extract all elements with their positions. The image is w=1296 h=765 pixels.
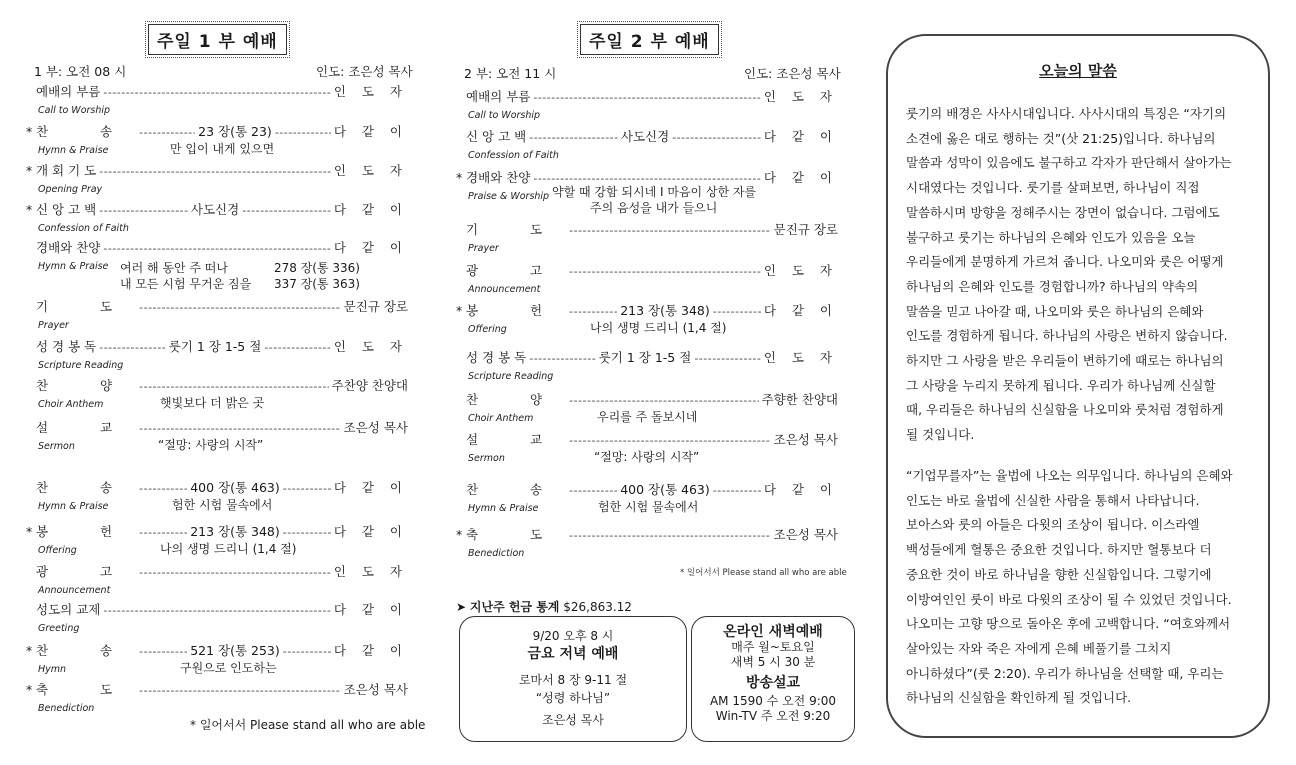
order-item: [26, 378, 408, 395]
service1-praise-num2: 337 장(통 363): [274, 277, 360, 291]
todays-word-paragraph-2: [906, 464, 1258, 711]
stand-marker: *: [456, 303, 463, 318]
todays-word-title: 오늘의 말씀: [1039, 62, 1117, 80]
dawn-days: 매주 월~토요일: [731, 640, 815, 654]
order-item: [26, 339, 408, 356]
paragraph-line: “기업무를자”는 율법에 나오는 의무입니다. 하나님의 은혜와: [906, 468, 1233, 483]
order-item-label: 광 고: [36, 564, 137, 579]
order-item-english: Hymn: [38, 664, 67, 675]
friday-pastor: 조은성 목사: [542, 713, 604, 727]
order-item: [456, 222, 838, 239]
friday-scripture: 로마서 8 장 9-11 절: [518, 673, 628, 687]
order-item-detail: 룻기 1 장 1-5 절: [598, 350, 692, 365]
order-item-english: Prayer: [468, 243, 499, 254]
service1-stand-note: * 일어서서 Please stand all who are able: [190, 718, 426, 732]
leader-dots: [275, 125, 331, 141]
order-item: [26, 240, 408, 257]
order-item-song: 나의 생명 드리니 (1,4 절): [160, 542, 297, 556]
leader-dots: [139, 683, 341, 699]
order-item-song: 험한 시험 물속에서: [172, 498, 273, 512]
service2-leader: 인도: 조은성 목사: [744, 66, 841, 81]
order-item-leader: 인 도 자: [333, 163, 408, 178]
leader-dots: [283, 525, 331, 541]
leader-dots: [103, 603, 330, 619]
order-item-leader: 인 도 자: [763, 263, 838, 278]
order-item: [26, 84, 408, 101]
order-item-leader: 조은성 목사: [343, 420, 408, 435]
paragraph-line: 인도는 바로 율법에 신실한 사람을 통해서 나타납니다.: [906, 492, 1200, 508]
order-item-english: Announcement: [468, 284, 541, 295]
paragraph-line: 이방여인인 룻이 바로 다윗의 조상이 될 수 있었던 것입니다.: [906, 591, 1232, 607]
stand-marker: *: [26, 124, 33, 139]
leader-dots: [713, 304, 761, 320]
arrow-right-icon: ➤: [456, 600, 467, 614]
service1-praise-song2: 내 모든 시험 무거운 짐을: [120, 277, 252, 291]
order-item-label: 축 도: [466, 527, 567, 542]
leader-dots: [99, 340, 166, 356]
leader-dots: [713, 483, 761, 499]
order-item-leader: 다 같 이: [763, 170, 838, 185]
order-item-label: 성도의 교제: [36, 602, 101, 617]
order-item-song: “절망: 사랑의 시작”: [594, 450, 700, 464]
leader-dots: [283, 644, 331, 660]
order-item-english: Hymn & Praise: [468, 503, 539, 514]
order-item: [456, 89, 838, 106]
leader-dots: [529, 351, 596, 367]
order-item-leader: 다 같 이: [333, 240, 408, 255]
order-item-label: 경배와 찬양: [36, 240, 101, 255]
order-item-label: 봉 헌: [466, 303, 567, 318]
order-item-english: Praise & Worship: [468, 191, 550, 202]
order-item-english: Choir Anthem: [38, 399, 104, 410]
order-item-song: 나의 생명 드리니 (1,4 절): [590, 321, 727, 335]
order-item-detail: 521 장(통 253): [190, 643, 280, 658]
order-item: [26, 420, 408, 437]
order-item-english: Announcement: [38, 585, 111, 596]
leader-dots: [569, 223, 771, 239]
order-item-english: Benediction: [38, 703, 95, 714]
order-item-leader: 다 같 이: [333, 643, 409, 658]
stand-marker: *: [26, 682, 33, 697]
order-item-song: “절망: 사랑의 시작”: [158, 438, 264, 452]
service1-praise-num1: 278 장(통 336): [274, 261, 360, 275]
order-item: [26, 124, 408, 141]
stand-marker: *: [456, 527, 463, 542]
order-item-english: Call to Worship: [38, 105, 111, 116]
order-item-english: Hymn & Praise: [38, 145, 109, 156]
order-item-leader: 조은성 목사: [773, 527, 838, 542]
paragraph-line: 될 것입니다.: [906, 427, 975, 443]
paragraph-line: 살아있는 자와 죽은 자에게 은혜 베풀기를 그치지: [906, 640, 1172, 656]
leader-dots: [694, 351, 761, 367]
order-item: [456, 303, 838, 320]
order-item-leader: 주향한 찬양대: [761, 392, 838, 407]
order-item-leader: 주찬양 찬양대: [331, 378, 408, 393]
paragraph-line: 백성들에게 혈통은 중요한 것입니다. 하지만 혈통보다 더: [906, 542, 1212, 558]
paragraph-line: 우리들에게 분명하게 가르쳐 줍니다. 나오미와 룻은 어떻게: [906, 254, 1224, 270]
order-item-leader: 인 도 자: [333, 564, 408, 579]
paragraph-line: 말씀하시며 방향을 정해주시는 장면이 없습니다. 그럼에도: [906, 204, 1220, 220]
leader-dots: [103, 85, 330, 101]
order-item-label: 축 도: [36, 682, 137, 697]
order-item-label: 기 도: [36, 299, 137, 314]
leader-dots: [533, 90, 760, 106]
order-item-leader: 인 도 자: [333, 84, 408, 99]
order-item: [26, 602, 408, 619]
order-item-english: Hymn & Praise: [38, 261, 109, 272]
order-item: [26, 480, 408, 497]
friday-topic: “성령 하나님”: [535, 691, 611, 705]
order-item-leader: 다 같 이: [333, 124, 409, 139]
order-item-song: 만 입이 내게 있으면: [170, 142, 275, 156]
stand-marker: *: [456, 170, 463, 185]
order-item-detail: 23 장(통 23): [198, 124, 272, 139]
service1-title: 주일 1 부 예배: [148, 24, 287, 55]
order-item-leader: 다 같 이: [333, 202, 409, 217]
order-item-label: 찬 송: [36, 124, 137, 139]
paragraph-line: 말씀을 믿고 나아갈 때, 나오미와 룻은 하나님의 은혜와: [906, 303, 1204, 319]
order-item-detail: 사도신경: [190, 202, 240, 217]
order-item-label: 찬 송: [466, 482, 567, 497]
order-item-label: 개 회 기 도: [36, 163, 97, 178]
leader-dots: [139, 565, 331, 581]
leader-dots: [242, 203, 331, 219]
order-item-song: 험한 시험 물속에서: [598, 500, 699, 514]
order-item: [26, 202, 408, 219]
stand-marker: *: [26, 643, 33, 658]
order-item: [26, 299, 408, 316]
order-item-detail: 213 장(통 348): [620, 303, 710, 318]
paragraph-line: 룻기의 배경은 사사시대입니다. 사사시대의 특징은 “자기의: [906, 106, 1227, 121]
order-item-leader: 다 같 이: [333, 524, 409, 539]
order-item-leader: 문진규 장로: [773, 222, 838, 237]
leader-dots: [139, 300, 341, 316]
order-item-leader: 다 같 이: [763, 129, 839, 144]
order-item: [456, 392, 838, 409]
order-item-leader: 인 도 자: [763, 350, 838, 365]
order-item-english: Sermon: [468, 453, 505, 464]
leader-dots: [569, 393, 758, 409]
dawn-broadcast-label: 방송설교: [745, 675, 801, 691]
dawn-time: 새벽 5 시 30 분: [730, 655, 816, 669]
paragraph-line: 그 사랑을 누리지 못하게 됩니다. 우리가 하나님께 신실할: [906, 377, 1216, 393]
leader-dots: [99, 164, 331, 180]
service2-stand-note: * 일어서서 Please stand all who are able: [680, 568, 847, 578]
order-item-leader: 다 같 이: [763, 482, 839, 497]
order-item-detail: 400 장(통 463): [620, 482, 710, 497]
leader-dots: [283, 481, 331, 497]
leader-dots: [139, 379, 328, 395]
leader-dots: [99, 203, 188, 219]
order-item-english: Hymn & Praise: [38, 501, 109, 512]
paragraph-line: 하지만 그 사랑을 받은 우리들이 변하기에 때로는 하나님의: [906, 353, 1224, 369]
friday-title: 금요 저녁 예배: [527, 646, 619, 662]
order-item: [456, 350, 838, 367]
service2-praise-song2: 주의 음성을 내가 들으니: [590, 201, 718, 215]
order-item-label: 찬 양: [36, 378, 137, 393]
paragraph-line: 시대였다는 것입니다. 룻기를 살펴보면, 하나님이 직접: [906, 180, 1200, 196]
order-item-leader: 인 도 자: [763, 89, 838, 104]
leader-dots: [103, 241, 330, 257]
paragraph-line: 소견에 옳은 대로 행하는 것”(삿 21:25)입니다. 하나님의: [906, 130, 1216, 146]
todays-word-panel: [886, 34, 1270, 738]
paragraph-line: 때, 우리들은 하나님의 신실함을 나오미와 룻처럼 경험하게: [906, 402, 1224, 418]
order-item-label: 성 경 봉 독: [36, 339, 97, 354]
order-item-label: 예배의 부름: [36, 84, 101, 99]
leader-dots: [569, 264, 761, 280]
order-item-label: 신 앙 고 백: [36, 202, 97, 217]
paragraph-line: 말씀과 성막이 있음에도 불구하고 각자가 판단해서 살아가는: [906, 155, 1232, 171]
order-item: [456, 129, 838, 146]
order-item-label: 봉 헌: [36, 524, 137, 539]
order-item-english: Confession of Faith: [38, 223, 129, 234]
order-item-detail: 사도신경: [620, 129, 670, 144]
offering-stats: [456, 599, 632, 615]
paragraph-line: 하나님의 은혜와 인도를 경험합니까? 하나님의 약속의: [906, 278, 1199, 294]
order-item-label: 경배와 찬양: [466, 170, 531, 185]
leader-dots: [569, 433, 771, 449]
order-item-song: 구원으로 인도하는: [180, 661, 277, 675]
leader-dots: [672, 130, 761, 146]
leader-dots: [569, 528, 771, 544]
order-item-label: 찬 송: [36, 643, 137, 658]
order-item-english: Choir Anthem: [468, 413, 534, 424]
order-item-label: 예배의 부름: [466, 89, 531, 104]
order-item-detail: 400 장(통 463): [190, 480, 280, 495]
service2-time: 2 부: 오전 11 시: [464, 66, 557, 81]
order-item-label: 설 교: [466, 432, 567, 447]
stand-marker: *: [26, 524, 33, 539]
paragraph-line: 아니하셨다”(룻 2:20). 우리가 하나님을 선택할 때, 우리는: [906, 665, 1224, 681]
leader-dots: [139, 421, 341, 437]
leader-dots: [139, 525, 187, 541]
friday-time: 9/20 오후 8 시: [532, 629, 614, 643]
order-item: [456, 263, 838, 280]
order-item-english: Offering: [468, 324, 507, 335]
order-item-label: 성 경 봉 독: [466, 350, 527, 365]
order-item: [456, 527, 838, 544]
order-item-leader: 인 도 자: [333, 339, 408, 354]
order-item-label: 찬 양: [466, 392, 567, 407]
paragraph-line: 중요한 것이 바로 하나님을 향한 신실함입니다. 그렇기에: [906, 566, 1212, 582]
offering-label: 지난주 헌금 통계: [469, 600, 560, 614]
order-item-english: Call to Worship: [468, 110, 541, 121]
order-item-english: Benediction: [468, 548, 525, 559]
order-item: [26, 682, 408, 699]
order-item-leader: 다 같 이: [333, 602, 408, 617]
order-item-english: Scripture Reading: [38, 360, 124, 371]
order-item: [26, 524, 408, 541]
service1-praise-song1: 여러 해 동안 주 떠나: [120, 261, 228, 275]
stand-marker: *: [26, 163, 33, 178]
leader-dots: [139, 481, 187, 497]
service2-praise-song1: 약할 때 강함 되시네 I 마음이 상한 자를: [552, 185, 757, 199]
order-item-label: 기 도: [466, 222, 567, 237]
order-item-label: 설 교: [36, 420, 137, 435]
dawn-service-card: [691, 616, 855, 742]
order-item-english: Sermon: [38, 441, 75, 452]
paragraph-line: 보아스와 룻의 아들은 다윗의 조상이 됩니다. 이스라엘: [906, 517, 1200, 533]
order-item-song: 햇빛보다 더 밝은 곳: [160, 396, 265, 410]
leader-dots: [139, 125, 195, 141]
order-item-english: Offering: [38, 545, 77, 556]
order-item-english: Greeting: [38, 623, 80, 634]
order-item-english: Scripture Reading: [468, 371, 554, 382]
order-item-english: Prayer: [38, 320, 69, 331]
order-item: [26, 163, 408, 180]
paragraph-line: 나오미는 고향 땅으로 돌아온 후에 고백합니다. “여호와께서: [906, 616, 1231, 632]
leader-dots: [264, 340, 331, 356]
order-item-label: 신 앙 고 백: [466, 129, 527, 144]
order-item: [456, 482, 838, 499]
dawn-tv: Win-TV 주 오전 9:20: [715, 709, 831, 723]
order-item-leader: 조은성 목사: [773, 432, 838, 447]
leader-dots: [139, 644, 187, 660]
order-item: [26, 643, 408, 660]
offering-amount: $26,863.12: [563, 600, 632, 614]
order-item-leader: 문진규 장로: [343, 299, 408, 314]
order-item-song: 우리를 주 돌보시네: [597, 410, 698, 424]
order-item-leader: 다 같 이: [333, 480, 409, 495]
order-item-detail: 룻기 1 장 1-5 절: [168, 339, 262, 354]
leader-dots: [569, 483, 617, 499]
order-item: [26, 564, 408, 581]
order-item-detail: 213 장(통 348): [190, 524, 280, 539]
service2-title: 주일 2 부 예배: [580, 24, 719, 55]
order-item: [456, 432, 838, 449]
order-item-leader: 조은성 목사: [343, 682, 408, 697]
leader-dots: [569, 304, 617, 320]
leader-dots: [529, 130, 618, 146]
friday-service-card: [459, 616, 687, 742]
paragraph-line: 불구하고 룻기는 하나님의 은혜와 인도가 있음을 오늘: [906, 229, 1196, 245]
todays-word-paragraph-1: [906, 102, 1258, 448]
order-item-label: 광 고: [466, 263, 567, 278]
dawn-title: 온라인 새벽예배: [723, 624, 823, 640]
dawn-radio: AM 1590 수 오전 9:00: [709, 694, 837, 708]
paragraph-line: 인도를 경험하게 됩니다. 하나님의 사랑은 변하지 않습니다.: [906, 328, 1228, 344]
service1-time: 1 부: 오전 08 시: [34, 64, 127, 79]
order-item-leader: 다 같 이: [763, 303, 839, 318]
order-item-label: 찬 송: [36, 480, 137, 495]
stand-marker: *: [26, 202, 33, 217]
paragraph-line: 하나님의 신실함을 확인하게 될 것입니다.: [906, 690, 1132, 706]
order-item-english: Opening Pray: [38, 184, 103, 195]
order-item-english: Confession of Faith: [468, 150, 559, 161]
service1-leader: 인도: 조은성 목사: [316, 64, 413, 79]
